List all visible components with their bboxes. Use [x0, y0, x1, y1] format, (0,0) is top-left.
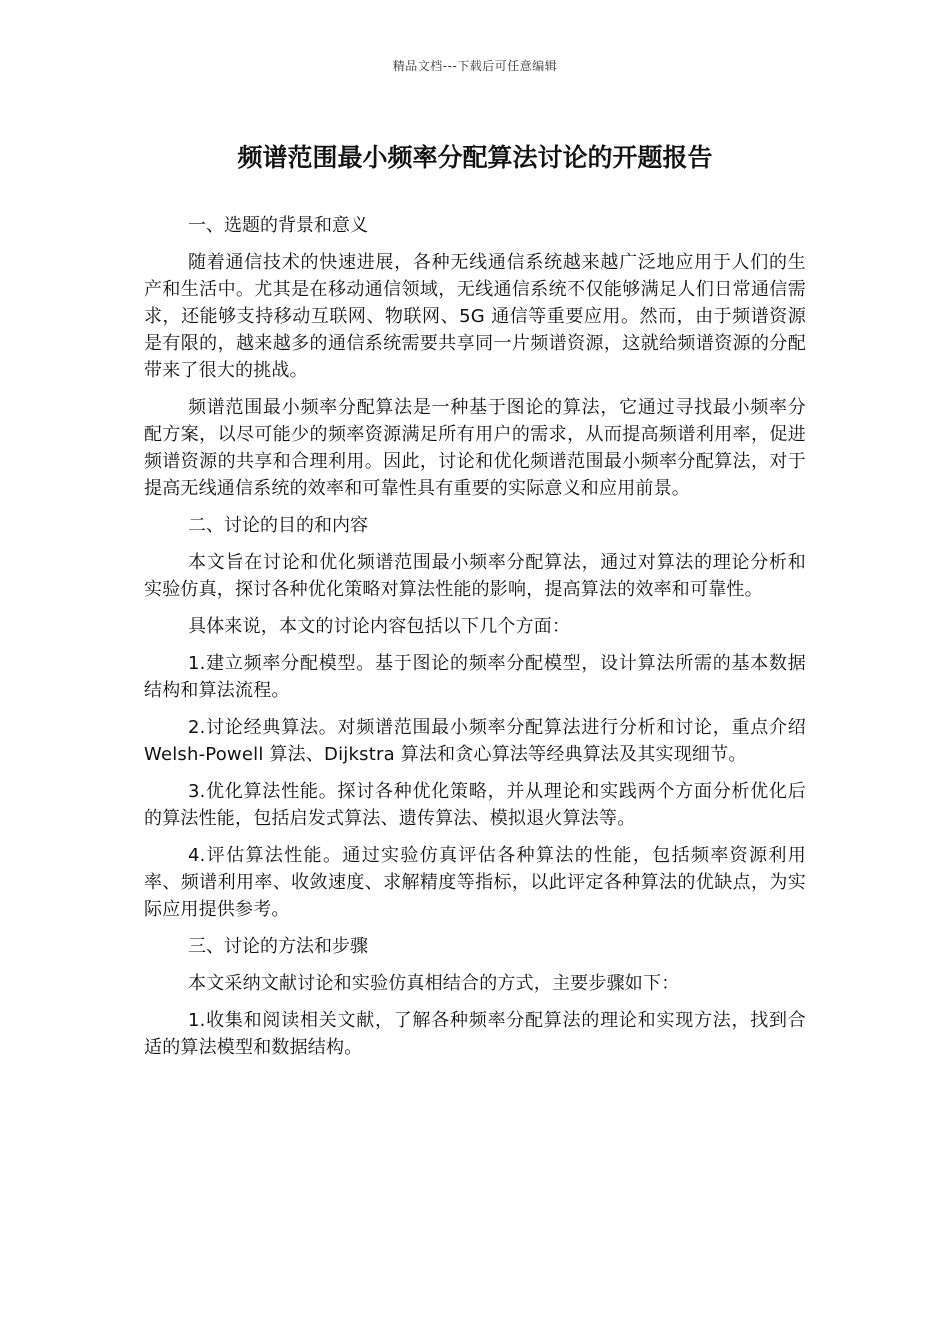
list-item-classic-algorithms: 2.讨论经典算法。对频谱范围最小频率分配算法进行分析和讨论，重点介绍 Welsh-Powell 算法、Dijkstra 算法和贪心算法等经典算法及其实现细节。 [144, 717, 806, 765]
list-item-evaluation: 4.评估算法性能。通过实验仿真评估各种算法的性能，包括频率资源利用率、频谱利用率、收敛速度、求解精度等指标，以此评定各种算法的优缺点，为实际应用提供参考。 [144, 845, 806, 920]
paragraph-purpose-2: 具体来说，本文的讨论内容包括以下几个方面： [188, 616, 571, 637]
paragraph-methods-1: 本文采纳文献讨论和实验仿真相结合的方式，主要步骤如下： [188, 973, 680, 994]
paragraph-purpose-1: 本文旨在讨论和优化频谱范围最小频率分配算法，通过对算法的理论分析和实验仿真，探讨各种优化策略对算法性能的影响，提高算法的效率和可靠性。 [144, 552, 806, 600]
section-heading-purpose: 二、讨论的目的和内容 [188, 515, 368, 536]
list-item-model: 1.建立频率分配模型。基于图论的频率分配模型，设计算法所需的基本数据结构和算法流程。 [144, 653, 806, 701]
section-heading-methods: 三、讨论的方法和步骤 [188, 936, 368, 957]
document-body [144, 212, 806, 1071]
document-title: 频谱范围最小频率分配算法讨论的开题报告 [237, 143, 713, 172]
page-header: 精品文档---下载后可任意编辑 [392, 59, 558, 73]
list-item-literature: 1.收集和阅读相关文献，了解各种频率分配算法的理论和实现方法，找到合适的算法模型和数据结构。 [144, 1010, 806, 1058]
section-heading-background: 一、选题的背景和意义 [188, 215, 368, 236]
paragraph-background-1: 随着通信技术的快速进展，各种无线通信系统越来越广泛地应用于人们的生产和生活中。尤其是在移动通信领域，无线通信系统不仅能够满足人们日常通信需求，还能够支持移动互联网、物联网、5G 通信等重要应用。然而，由于频谱资源是有限的，越来越多的通信系统需要共享同一片频谱资源，这就给频谱资源的分配带来了很大的挑战。 [144, 252, 806, 381]
paragraph-background-2: 频谱范围最小频率分配算法是一种基于图论的算法，它通过寻找最小频率分配方案，以尽可能少的频率资源满足所有用户的需求，从而提高频谱利用率，促进频谱资源的共享和合理利用。因此，讨论和优化频谱范围最小频率分配算法，对于提高无线通信系统的效率和可靠性具有重要的实际意义和应用前景。 [144, 397, 806, 499]
list-item-optimization: 3.优化算法性能。探讨各种优化策略，并从理论和实践两个方面分析优化后的算法性能，包括启发式算法、遗传算法、模拟退火算法等。 [144, 781, 806, 829]
